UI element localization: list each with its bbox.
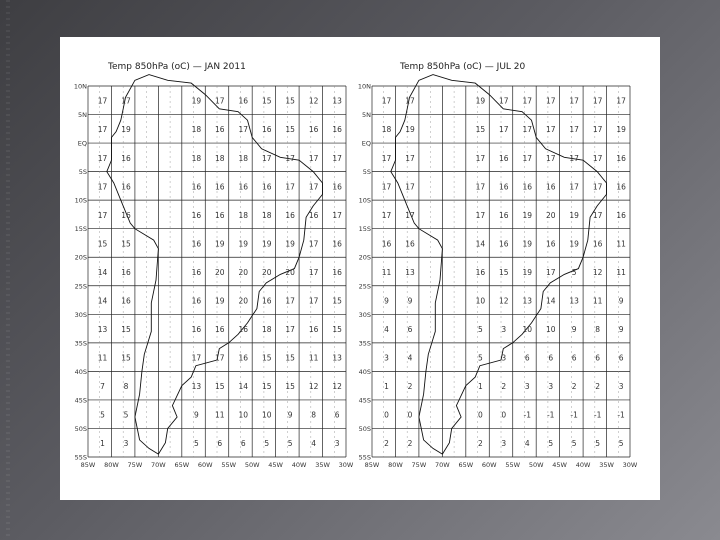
left-map-grid-value: 16	[332, 182, 342, 192]
left-map-grid-value: 5	[193, 439, 199, 449]
left-map-grid-value: 17	[97, 153, 108, 163]
left-map-grid-value: 14	[97, 296, 108, 306]
right-map-grid-value: 5	[571, 439, 577, 449]
left-map-grid-value: 15	[97, 239, 108, 249]
left-map-grid-value: 10	[261, 410, 272, 420]
left-map-grid-value: 11	[308, 353, 319, 363]
right-map-grid-value: 17	[381, 182, 392, 192]
right-map-lat-label: 55S	[358, 453, 371, 462]
right-map-grid-value: 3	[524, 382, 530, 392]
right-map-grid-value: 0	[501, 410, 507, 420]
right-map-grid-value: 17	[405, 96, 415, 106]
right-map-grid-value: 17	[381, 153, 392, 163]
left-map-grid-value: 4	[311, 439, 317, 449]
left-map-grid-value: 6	[240, 439, 246, 449]
right-map-grid-value: 14	[545, 296, 556, 306]
right-map-grid-value: 17	[522, 153, 533, 163]
right-map-grid-value: 0	[384, 410, 389, 420]
left-map-grid-value: 16	[261, 182, 272, 192]
right-map-grid-value: 3	[501, 325, 507, 335]
left-map-grid-value: 13	[191, 382, 202, 392]
right-map-panel	[358, 75, 638, 469]
left-map-grid-value: 18	[261, 210, 272, 220]
left-map-grid-value: 18	[238, 153, 249, 163]
right-map-grid-value: 6	[548, 353, 554, 363]
right-map-grid-value: 15	[475, 125, 486, 135]
right-map-grid-value: 17	[499, 96, 509, 106]
right-map-grid-value: 5	[477, 325, 483, 335]
right-map-lat-label: 35S	[358, 339, 371, 348]
right-map-grid-value: 17	[569, 182, 579, 192]
right-map-grid-value: 9	[384, 296, 389, 306]
right-map-grid-value: 20	[545, 210, 556, 220]
right-map-grid-value: 6	[407, 325, 413, 335]
left-map-grid-value: 5	[287, 439, 293, 449]
right-map-grid-value: 17	[616, 96, 626, 106]
left-map-grid-value: 15	[285, 353, 295, 363]
left-map-grid-value: 5	[264, 439, 270, 449]
right-map-grid-value: 16	[545, 239, 556, 249]
left-map-panel	[74, 75, 354, 469]
temperature-maps	[60, 37, 660, 500]
right-map-grid-value: 16	[475, 267, 486, 277]
right-map-lon-label: 35W	[599, 461, 614, 469]
left-map-grid-value: 17	[97, 96, 108, 106]
right-map-grid-value: 17	[545, 153, 556, 163]
right-map-grid-value: 4	[407, 353, 413, 363]
right-map-grid-value: -1	[570, 410, 578, 420]
left-map-lon-label: 75W	[127, 461, 143, 469]
left-map-grid-value: 15	[121, 325, 131, 335]
left-map-grid-value: 20	[285, 267, 295, 277]
right-map-grid-value: 17	[405, 153, 415, 163]
right-map-lat-label: 10S	[358, 196, 371, 205]
right-map-grid-value: 18	[381, 125, 392, 135]
left-map-grid-value: 20	[215, 267, 225, 277]
right-map-grid-value: 5	[618, 439, 624, 449]
left-map-lon-label: 80W	[104, 461, 119, 469]
left-map-grid-value: 13	[97, 325, 108, 335]
left-map-grid-value: 15	[332, 296, 342, 306]
left-map-grid-value: 16	[215, 325, 225, 335]
right-map-lon-label: 70W	[435, 461, 450, 469]
left-map-grid-value: 17	[215, 353, 225, 363]
left-map-grid-value: 16	[121, 267, 131, 277]
left-map-grid-value: 19	[285, 239, 295, 249]
left-map-lon-label: 35W	[315, 461, 330, 469]
right-map-grid-value: 16	[405, 239, 415, 249]
right-map-grid-value: 9	[571, 325, 577, 335]
right-map-grid-value: 12	[592, 267, 603, 277]
right-map-grid-value: 3	[501, 353, 507, 363]
right-map-grid-value: 3	[548, 382, 554, 392]
right-map-grid-value: 10	[545, 325, 556, 335]
left-map-grid-value: 19	[238, 239, 249, 249]
right-map-grid-value: -1	[593, 410, 602, 420]
left-map-grid-value: 15	[121, 353, 131, 363]
left-map-grid-value: 20	[238, 296, 249, 306]
left-map-grid-value: 17	[285, 325, 295, 335]
left-map-grid-value: 17	[97, 125, 108, 135]
right-map-title: Temp 850hPa (oC) — JUL 20	[400, 62, 526, 72]
right-map-grid-value: 2	[501, 382, 507, 392]
left-map-grid-value: 16	[308, 125, 319, 135]
right-map-grid-value: 9	[407, 296, 413, 306]
left-map-grid-value: 15	[285, 125, 295, 135]
left-map-lon-label: 50W	[244, 461, 260, 469]
right-map-grid-value: 16	[499, 210, 509, 220]
left-map-lon-label: 30W	[338, 461, 354, 469]
right-map-grid-value: 17	[522, 96, 533, 106]
left-map-grid-value: 15	[285, 96, 295, 106]
right-map-lon-label: 50W	[528, 461, 544, 469]
left-map-grid-value: 19	[215, 239, 225, 249]
right-map-grid-value: 17	[569, 125, 579, 135]
left-map-lat-label: 30S	[74, 310, 87, 319]
left-map-lon-label: 40W	[291, 461, 307, 469]
right-map-grid-value: 19	[522, 239, 533, 249]
left-map-grid-value: 15	[261, 353, 272, 363]
left-map-grid-value: 17	[261, 153, 272, 163]
left-map-grid-value: 17	[308, 296, 319, 306]
left-map-grid-value: 9	[287, 410, 293, 420]
left-map-grid-value: 17	[308, 239, 319, 249]
left-map-grid-value: 16	[191, 182, 202, 192]
right-map-grid-value: 17	[592, 153, 603, 163]
right-map-grid-value: 13	[405, 267, 415, 277]
right-map-lon-label: 60W	[481, 461, 497, 469]
right-map-grid-value: 17	[405, 182, 415, 192]
right-map-grid-value: 6	[524, 353, 530, 363]
right-map-grid-value: -1	[617, 410, 625, 420]
right-map-lat-label: 15S	[358, 225, 371, 234]
right-map-lat-label: 5N	[362, 111, 371, 120]
left-map-lat-label: 10N	[73, 82, 87, 91]
left-map-lat-label: 10S	[74, 196, 87, 205]
right-map-grid-value: 17	[592, 96, 603, 106]
left-map-lat-label: 15S	[74, 225, 87, 234]
right-map-grid-value: 19	[522, 267, 533, 277]
left-map-grid-value: 1	[100, 439, 105, 449]
left-map-grid-value: 7	[100, 382, 105, 392]
left-map-lon-label: 85W	[80, 461, 96, 469]
left-map-grid-value: 10	[238, 410, 249, 420]
left-map-grid-value: 17	[97, 182, 108, 192]
left-map-lat-label: 40S	[74, 367, 87, 376]
right-map-lat-label: 25S	[358, 282, 371, 291]
right-map-grid-value: 2	[595, 382, 601, 392]
left-map-grid-value: 16	[308, 210, 319, 220]
right-map-grid-value: 3	[501, 439, 507, 449]
left-map-grid-value: 17	[121, 96, 131, 106]
right-map-lon-label: 45W	[552, 461, 567, 469]
left-map-grid-value: 14	[97, 267, 108, 277]
left-map-grid-value: 16	[191, 296, 202, 306]
left-map-lat-label: 45S	[74, 396, 87, 405]
left-map-grid-value: 19	[191, 96, 202, 106]
right-map-grid-value: 1	[477, 382, 483, 392]
right-map-grid-value: 19	[616, 125, 626, 135]
left-map-grid-value: 17	[215, 96, 225, 106]
left-map-grid-value: 18	[238, 210, 249, 220]
left-map-lat-label: EQ	[77, 139, 87, 148]
right-map-lat-label: 10N	[357, 82, 371, 91]
right-map-grid-value: 10	[522, 325, 533, 335]
left-map-lon-label: 60W	[197, 461, 213, 469]
right-map-grid-value: 19	[522, 210, 533, 220]
right-map-grid-value: 17	[405, 210, 415, 220]
left-map-grid-value: 16	[238, 325, 249, 335]
right-map-grid-value: 11	[616, 267, 626, 277]
right-map-grid-value: 12	[499, 296, 509, 306]
right-map-lat-label: 40S	[358, 367, 371, 376]
right-map-grid-value: 6	[571, 353, 577, 363]
right-map-grid-value: 19	[569, 210, 579, 220]
left-map-lat-label: 50S	[74, 424, 87, 433]
right-map-grid-value: 17	[475, 210, 486, 220]
left-map-grid-value: 20	[261, 267, 272, 277]
right-map-lat-label: 30S	[358, 310, 371, 319]
left-map-grid-value: 5	[123, 410, 129, 420]
left-map-grid-value: 15	[121, 239, 131, 249]
right-map-lat-label: 20S	[358, 253, 371, 262]
right-map-grid-value: 17	[381, 210, 392, 220]
right-map-grid-value: 2	[571, 382, 577, 392]
left-map-lat-label: 5N	[78, 111, 87, 120]
left-map-grid-value: 11	[97, 353, 108, 363]
right-map-grid-value: 16	[616, 182, 626, 192]
right-map-lat-label: EQ	[361, 139, 371, 148]
right-map-grid-value: 11	[592, 296, 603, 306]
left-map-grid-value: 15	[215, 382, 225, 392]
left-map-grid-value: 14	[238, 382, 249, 392]
right-map-grid-value: 8	[595, 325, 601, 335]
left-map-grid-value: 8	[311, 410, 317, 420]
right-map-grid-value: 9	[618, 296, 624, 306]
left-map-grid-value: 18	[191, 153, 202, 163]
left-map-lat-label: 25S	[74, 282, 87, 291]
right-map-grid-value: 2	[477, 439, 483, 449]
right-map-lat-label: 45S	[358, 396, 371, 405]
left-map-grid-value: 3	[123, 439, 129, 449]
right-map-grid-value: 6	[595, 353, 601, 363]
slide	[60, 37, 660, 500]
right-map-grid-value: 11	[381, 267, 392, 277]
right-map-grid-value: 13	[569, 296, 579, 306]
right-map-grid-value: 0	[477, 410, 483, 420]
left-map-grid-value: 16	[332, 239, 342, 249]
right-map-grid-value: 14	[475, 239, 486, 249]
left-map-grid-value: 18	[191, 125, 202, 135]
right-map-grid-value: -1	[546, 410, 555, 420]
left-map-grid-value: 16	[285, 210, 295, 220]
left-map-grid-value: 13	[332, 96, 342, 106]
right-map-grid-value: 16	[499, 239, 509, 249]
left-map-grid-value: 17	[332, 210, 342, 220]
left-map-grid-value: 16	[261, 296, 272, 306]
left-map-grid-value: 19	[261, 239, 272, 249]
left-map-grid-value: 17	[238, 125, 249, 135]
right-map-grid-value: 15	[499, 267, 509, 277]
left-map-grid-value: 3	[334, 439, 340, 449]
right-map-grid-value: 16	[499, 153, 509, 163]
right-map-grid-value: 11	[616, 239, 626, 249]
right-map-lon-label: 75W	[411, 461, 427, 469]
right-map-grid-value: 9	[618, 325, 624, 335]
right-map-grid-value: 17	[499, 125, 509, 135]
left-map-grid-value: 16	[238, 353, 249, 363]
left-map-grid-value: 16	[121, 153, 131, 163]
right-map-grid-value: 5	[548, 439, 554, 449]
left-map-lon-label: 55W	[221, 461, 237, 469]
left-map-grid-value: 16	[332, 125, 342, 135]
left-map-grid-value: 16	[238, 182, 249, 192]
right-map-grid-value: 17	[592, 182, 603, 192]
right-map-grid-value: 17	[522, 125, 533, 135]
left-map-grid-value: 17	[285, 153, 295, 163]
right-map-lat-label: 50S	[358, 424, 371, 433]
left-map-grid-value: 12	[308, 96, 319, 106]
left-map-lat-label: 20S	[74, 253, 87, 262]
right-map-grid-value: 16	[381, 239, 392, 249]
right-map-lon-label: 40W	[575, 461, 591, 469]
right-map-grid-value: 17	[475, 182, 486, 192]
left-map-grid-value: 16	[215, 210, 225, 220]
left-map-grid-value: 17	[308, 182, 319, 192]
left-map-lat-label: 5S	[78, 168, 87, 177]
left-map-lat-label: 35S	[74, 339, 87, 348]
left-map-grid-value: 6	[217, 439, 223, 449]
left-map-grid-value: 15	[261, 382, 272, 392]
left-map-lon-label: 70W	[151, 461, 166, 469]
left-map-grid-value: 20	[238, 267, 249, 277]
left-map-grid-value: 11	[215, 410, 225, 420]
left-map-grid-value: 17	[308, 267, 319, 277]
slide-edge-marks	[6, 0, 10, 540]
left-map-grid-value: 17	[285, 296, 295, 306]
right-map-grid-value: 5	[571, 267, 577, 277]
left-map-grid-value: 15	[332, 325, 342, 335]
right-map-grid-value: 17	[592, 210, 603, 220]
right-map-lat-label: 5S	[362, 168, 371, 177]
right-map-grid-value: 19	[405, 125, 415, 135]
right-map-grid-value: 17	[569, 96, 579, 106]
left-map-grid-value: 16	[308, 325, 319, 335]
right-map-lon-label: 80W	[388, 461, 403, 469]
left-map-grid-value: 17	[191, 353, 202, 363]
right-map-lon-label: 85W	[364, 461, 380, 469]
left-map-title: Temp 850hPa (oC) — JAN 2011	[108, 62, 246, 72]
right-map-grid-value: 16	[522, 182, 533, 192]
left-map-grid-value: 6	[334, 410, 340, 420]
left-map-grid-value: 5	[100, 410, 105, 420]
right-map-grid-value: 16	[545, 182, 556, 192]
left-map-grid-value: 15	[285, 382, 295, 392]
right-map-grid-value: 16	[592, 239, 603, 249]
left-map-grid-value: 17	[285, 182, 295, 192]
left-map-grid-value: 17	[332, 153, 342, 163]
right-map-lon-label: 30W	[622, 461, 638, 469]
left-map-grid-value: 19	[215, 296, 225, 306]
right-map-grid-value: 2	[384, 439, 389, 449]
right-map-grid-value: 6	[618, 353, 624, 363]
left-map-grid-value: 17	[308, 153, 319, 163]
right-map-grid-value: 3	[618, 382, 624, 392]
left-map-grid-value: 16	[238, 96, 249, 106]
left-map-grid-value: 16	[191, 267, 202, 277]
left-map-grid-value: 16	[261, 125, 272, 135]
right-map-grid-value: -1	[523, 410, 532, 420]
right-map-grid-value: 10	[475, 296, 486, 306]
right-map-grid-value: 4	[384, 325, 389, 335]
left-map-grid-value: 12	[332, 382, 342, 392]
right-map-grid-value: 3	[384, 353, 389, 363]
right-map-grid-value: 4	[524, 439, 530, 449]
right-map-grid-value: 0	[407, 410, 413, 420]
right-map-lon-label: 55W	[505, 461, 521, 469]
left-map-grid-value: 12	[308, 382, 319, 392]
left-map-grid-value: 16	[215, 125, 225, 135]
right-map-grid-value: 16	[616, 153, 626, 163]
right-map-grid-value: 17	[475, 153, 486, 163]
left-map-lon-label: 45W	[268, 461, 283, 469]
right-map-grid-value: 17	[545, 96, 556, 106]
right-map-grid-value: 17	[381, 96, 392, 106]
left-map-grid-value: 19	[121, 125, 131, 135]
right-map-grid-value: 13	[522, 296, 533, 306]
left-map-grid-value: 16	[332, 267, 342, 277]
left-map-grid-value: 13	[332, 353, 342, 363]
right-map-grid-value: 16	[616, 210, 626, 220]
right-map-grid-value: 17	[545, 125, 556, 135]
left-map-grid-value: 18	[261, 325, 272, 335]
left-map-grid-value: 16	[191, 210, 202, 220]
left-map-grid-value: 16	[191, 325, 202, 335]
left-map-lon-label: 65W	[174, 461, 190, 469]
left-map-lat-label: 55S	[74, 453, 87, 462]
left-map-grid-value: 16	[121, 296, 131, 306]
left-map-grid-value: 16	[121, 182, 131, 192]
left-map-grid-value: 9	[193, 410, 199, 420]
right-map-grid-value: 17	[569, 153, 579, 163]
right-map-grid-value: 1	[384, 382, 389, 392]
right-map-grid-value: 16	[499, 182, 509, 192]
left-map-grid-value: 17	[97, 210, 108, 220]
left-map-grid-value: 18	[215, 153, 225, 163]
left-map-grid-value: 15	[261, 96, 272, 106]
right-map-grid-value: 2	[407, 382, 413, 392]
right-map-grid-value: 5	[595, 439, 601, 449]
right-map-grid-value: 19	[475, 96, 486, 106]
right-map-grid-value: 2	[407, 439, 413, 449]
right-map-grid-value: 5	[477, 353, 483, 363]
right-map-grid-value: 17	[592, 125, 603, 135]
left-map-grid-value: 16	[191, 239, 202, 249]
right-map-lon-label: 65W	[458, 461, 474, 469]
left-map-grid-value: 8	[123, 382, 129, 392]
left-map-grid-value: 16	[121, 210, 131, 220]
left-map-grid-value: 16	[215, 182, 225, 192]
right-map-grid-value: 17	[545, 267, 556, 277]
right-map-grid-value: 19	[569, 239, 579, 249]
